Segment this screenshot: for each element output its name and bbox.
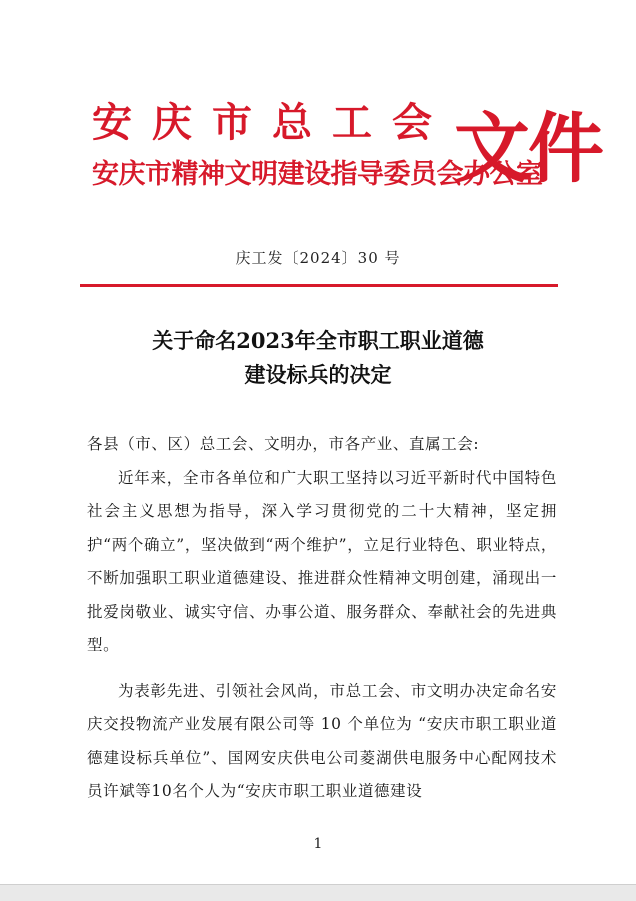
document-title bbox=[0, 324, 636, 392]
title-line-2: 建设标兵的决定 bbox=[244, 362, 392, 387]
title-line-1: 关于命名2023年全市职工职业道德 bbox=[152, 328, 484, 353]
document-header bbox=[92, 99, 602, 210]
document-number: 庆工发〔2024〕30 号 bbox=[235, 249, 401, 267]
body-paragraph-1: 近年来，全市各单位和广大职工坚持以习近平新时代中国特色社会主义思想为指导，深入学习贯彻党的二十大精神，坚定拥护“两个确立”，坚决做到“两个维护”，立足行业特色、职业特点，不断加强职工职业道德建设、推进群众性精神文明创建，涌现出一批爱岗敬业、诚实守信、办事公道、服务群众、奉献社会的先进典型。 bbox=[87, 468, 557, 654]
salutation: 各县（市、区）总工会、文明办，市各产业、直属工会: bbox=[87, 435, 480, 453]
red-divider-line bbox=[80, 284, 558, 287]
issuing-org-1: 安庆市总工会 bbox=[92, 99, 452, 146]
viewer-bottom-edge bbox=[0, 884, 636, 901]
body-paragraph-2: 为表彰先进、引领社会风尚，市总工会、市文明办决定命名安庆交投物流产业发展有限公司等 10 个单位为 “安庆市职工职业道德建设标兵单位”、国网安庆供电公司菱湖供电服务中心配网技术员许斌等10名个人为“安庆市职工职业道德建设 bbox=[87, 681, 557, 800]
issuing-org-2: 安庆市精神文明建设指导委员会办公室 bbox=[92, 159, 543, 190]
page-number: 1 bbox=[313, 836, 323, 852]
document-type-label: 文件 bbox=[454, 104, 602, 193]
document-body bbox=[87, 428, 557, 809]
